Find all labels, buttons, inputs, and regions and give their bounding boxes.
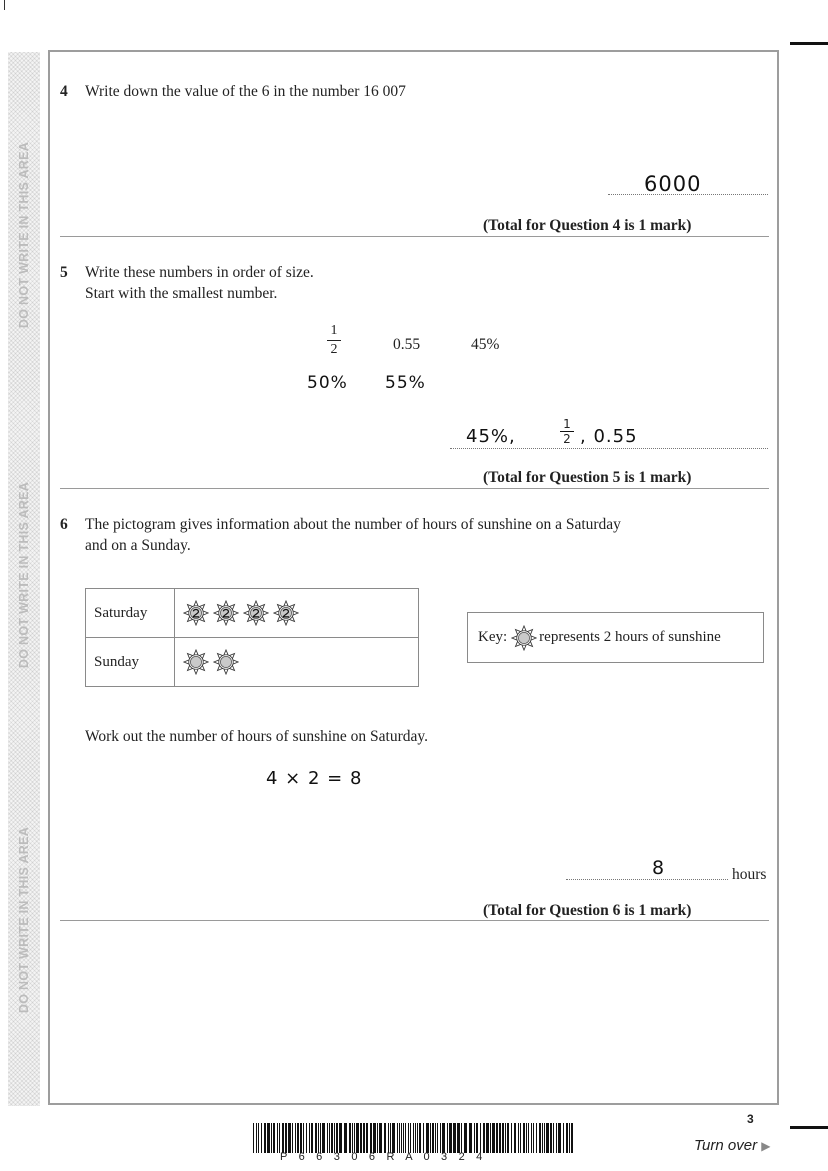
barcode-bar	[388, 1123, 389, 1153]
q6-total: (Total for Question 6 is 1 mark)	[483, 902, 692, 919]
q4-answer-line	[608, 194, 768, 195]
barcode-bar	[373, 1123, 376, 1153]
barcode-bar	[279, 1123, 280, 1153]
barcode-bar	[344, 1123, 347, 1153]
barcode-bar	[550, 1123, 552, 1153]
barcode-bar	[264, 1123, 266, 1153]
barcode-bar	[483, 1123, 485, 1153]
turn-over-label: Turn over	[694, 1137, 758, 1154]
q4-answer: 6000	[644, 172, 702, 196]
q6-number: 6	[60, 516, 68, 533]
barcode-bar	[410, 1123, 411, 1153]
barcode-bar	[292, 1123, 293, 1153]
answer-fraction-numerator: 1	[563, 417, 571, 431]
barcode-bar	[405, 1123, 406, 1153]
q5-answer-fraction	[560, 417, 574, 446]
barcode-bar	[449, 1123, 452, 1153]
q5-line1: Write these numbers in order of size.	[85, 264, 314, 281]
barcode-bar	[288, 1123, 291, 1153]
barcode-bar	[309, 1123, 310, 1153]
barcode-bar	[507, 1123, 509, 1153]
barcode-bar	[273, 1123, 275, 1153]
fraction-half	[327, 323, 341, 358]
barcode-bar	[526, 1123, 527, 1153]
sun-symbols	[175, 638, 419, 687]
row-label: Sunday	[86, 638, 175, 687]
fraction-bar	[327, 340, 341, 341]
q5-total: (Total for Question 5 is 1 mark)	[483, 469, 692, 486]
barcode-bar	[469, 1123, 472, 1153]
barcode-bar	[401, 1123, 402, 1153]
q6-line2: and on a Sunday.	[85, 537, 191, 554]
crop-mark	[4, 0, 5, 10]
barcode-bar	[544, 1123, 545, 1153]
barcode-bar	[523, 1123, 525, 1153]
sun-icon	[183, 649, 209, 675]
barcode-bar	[384, 1123, 386, 1153]
key-text: represents 2 hours of sunshine	[539, 629, 721, 645]
barcode-bar	[297, 1123, 299, 1153]
barcode-bar	[303, 1123, 304, 1153]
q6-answer-line	[566, 879, 728, 880]
barcode-bar	[563, 1123, 564, 1153]
barcode-bar	[327, 1123, 328, 1153]
barcode-bar	[496, 1123, 498, 1153]
barcode-bar	[480, 1123, 481, 1153]
barcode-bar	[528, 1123, 529, 1153]
barcode-bar	[426, 1123, 429, 1153]
separator	[60, 920, 769, 921]
barcode-bar	[539, 1123, 541, 1153]
barcode-bar	[403, 1123, 404, 1153]
barcode-bar	[366, 1123, 368, 1153]
barcode-bar	[329, 1123, 330, 1153]
barcode-bar	[492, 1123, 495, 1153]
barcode-bar	[267, 1123, 270, 1153]
triangle-right-icon: ▶	[761, 1139, 771, 1153]
barcode-bar	[277, 1123, 278, 1153]
barcode-bar	[399, 1123, 400, 1153]
barcode-bar	[486, 1123, 489, 1153]
q5-answer-part1: 45%,	[466, 426, 516, 447]
q5-answer-part3: , 0.55	[580, 426, 638, 447]
sun-icon	[183, 600, 209, 626]
barcode-bar	[474, 1123, 475, 1153]
barcode-bar	[360, 1123, 362, 1153]
barcode-bar	[505, 1123, 506, 1153]
q5-line2: Start with the smallest number.	[85, 285, 278, 302]
pictogram-table	[85, 588, 419, 687]
barcode-bar	[432, 1123, 434, 1153]
barcode-bar	[536, 1123, 537, 1153]
barcode-bar	[419, 1123, 421, 1153]
barcode-bar	[392, 1123, 395, 1153]
barcode-bar	[331, 1123, 333, 1153]
barcode-bar	[518, 1123, 519, 1153]
barcode-bar	[315, 1123, 317, 1153]
barcode-bar	[349, 1123, 351, 1153]
q5-working-2: 55%	[385, 373, 426, 393]
barcode-bar	[258, 1123, 259, 1153]
barcode-bar	[377, 1123, 378, 1153]
barcode-bar	[520, 1123, 521, 1153]
q4-text: Write down the value of the 6 in the number 16 007	[85, 83, 406, 100]
pictogram-row-sunday	[86, 638, 419, 687]
barcode-bar	[531, 1123, 532, 1153]
barcode-bar	[295, 1123, 296, 1153]
barcode-bar	[352, 1123, 353, 1153]
barcode-bar	[417, 1123, 418, 1153]
barcode-bar	[311, 1123, 313, 1153]
barcode-bar	[502, 1123, 504, 1153]
barcode-bar	[442, 1123, 445, 1153]
barcode-bar	[336, 1123, 338, 1153]
barcode-bar	[430, 1123, 431, 1153]
barcode-bar	[253, 1123, 254, 1153]
barcode-bar	[413, 1123, 414, 1153]
margin-warning: DO NOT WRITE IN THIS AREA	[17, 826, 31, 1014]
q5-value-percent: 45%	[471, 336, 500, 353]
barcode-bar	[553, 1123, 554, 1153]
q4-total: (Total for Question 4 is 1 mark)	[483, 217, 692, 234]
barcode-text: P 6 6 3 0 6 R A 0 3 2 4	[280, 1151, 487, 1163]
margin-warning: DO NOT WRITE IN THIS AREA	[17, 481, 31, 669]
barcode-bar	[437, 1123, 438, 1153]
sun-icon	[273, 600, 299, 626]
barcode-bar	[490, 1123, 491, 1153]
row-label: Saturday	[86, 589, 175, 638]
fraction-denominator: 2	[330, 342, 338, 357]
barcode-bar	[354, 1123, 355, 1153]
q6-working: 4 × 2 = 8	[266, 768, 363, 789]
page-number: 3	[747, 1112, 754, 1126]
barcode-bar	[390, 1123, 391, 1153]
sun-icon	[511, 625, 537, 651]
barcode-bar	[464, 1123, 467, 1153]
barcode-bar	[379, 1123, 382, 1153]
barcode-bar	[511, 1123, 512, 1153]
barcode-bar	[370, 1123, 372, 1153]
barcode-bar	[546, 1123, 549, 1153]
barcode-bar	[461, 1123, 462, 1153]
barcode-bar	[440, 1123, 441, 1153]
barcode	[253, 1123, 577, 1153]
barcode-bar	[271, 1123, 272, 1153]
barcode-bar	[408, 1123, 409, 1153]
barcode-bar	[542, 1123, 543, 1153]
barcode-bar	[334, 1123, 335, 1153]
barcode-bar	[318, 1123, 319, 1153]
barcode-bar	[571, 1123, 573, 1153]
barcode-bar	[447, 1123, 448, 1153]
turn-over	[694, 1137, 770, 1154]
barcode-bar	[356, 1123, 359, 1153]
q5-value-decimal: 0.55	[393, 336, 421, 353]
barcode-bar	[556, 1123, 557, 1153]
barcode-bar	[282, 1123, 284, 1153]
answer-fraction-denominator: 2	[563, 432, 571, 446]
barcode-bar	[306, 1123, 307, 1153]
q4-number: 4	[60, 83, 68, 100]
q5-answer-line	[450, 448, 768, 449]
barcode-bar	[457, 1123, 460, 1153]
q6-unit: hours	[732, 866, 767, 883]
pictogram-row-saturday	[86, 589, 419, 638]
barcode-bar	[566, 1123, 568, 1153]
barcode-bar	[476, 1123, 478, 1153]
barcode-bar	[415, 1123, 416, 1153]
barcode-bar	[453, 1123, 456, 1153]
barcode-bar	[435, 1123, 436, 1153]
barcode-bar	[256, 1123, 257, 1153]
q6-line1: The pictogram gives information about the number of hours of sunshine on a Saturday	[85, 516, 621, 533]
barcode-bar	[423, 1123, 424, 1153]
barcode-bar	[397, 1123, 398, 1153]
margin-warning: DO NOT WRITE IN THIS AREA	[17, 141, 31, 329]
q6-prompt: Work out the number of hours of sunshine on Saturday.	[85, 728, 428, 745]
barcode-bar	[514, 1123, 516, 1153]
q5-number: 5	[60, 264, 68, 281]
sun-icon	[213, 649, 239, 675]
crop-mark	[790, 42, 828, 45]
key-label: Key:	[478, 629, 508, 645]
barcode-bar	[322, 1123, 325, 1153]
sun-icon	[243, 600, 269, 626]
barcode-bar	[558, 1123, 561, 1153]
crop-mark	[790, 1126, 828, 1129]
separator	[60, 488, 769, 489]
barcode-bar	[363, 1123, 365, 1153]
sun-icon	[213, 600, 239, 626]
barcode-bar	[569, 1123, 570, 1153]
sun-symbols	[175, 589, 419, 638]
barcode-bar	[285, 1123, 287, 1153]
separator	[60, 236, 769, 237]
barcode-bar	[533, 1123, 534, 1153]
fraction-numerator: 1	[330, 323, 338, 338]
q5-working-1: 50%	[307, 373, 348, 393]
barcode-bar	[261, 1123, 262, 1153]
barcode-bar	[320, 1123, 321, 1153]
barcode-bar	[339, 1123, 342, 1153]
barcode-bar	[300, 1123, 302, 1153]
page-frame	[48, 50, 779, 1105]
barcode-bar	[499, 1123, 501, 1153]
pictogram-key	[467, 612, 764, 663]
q6-answer: 8	[652, 857, 666, 879]
